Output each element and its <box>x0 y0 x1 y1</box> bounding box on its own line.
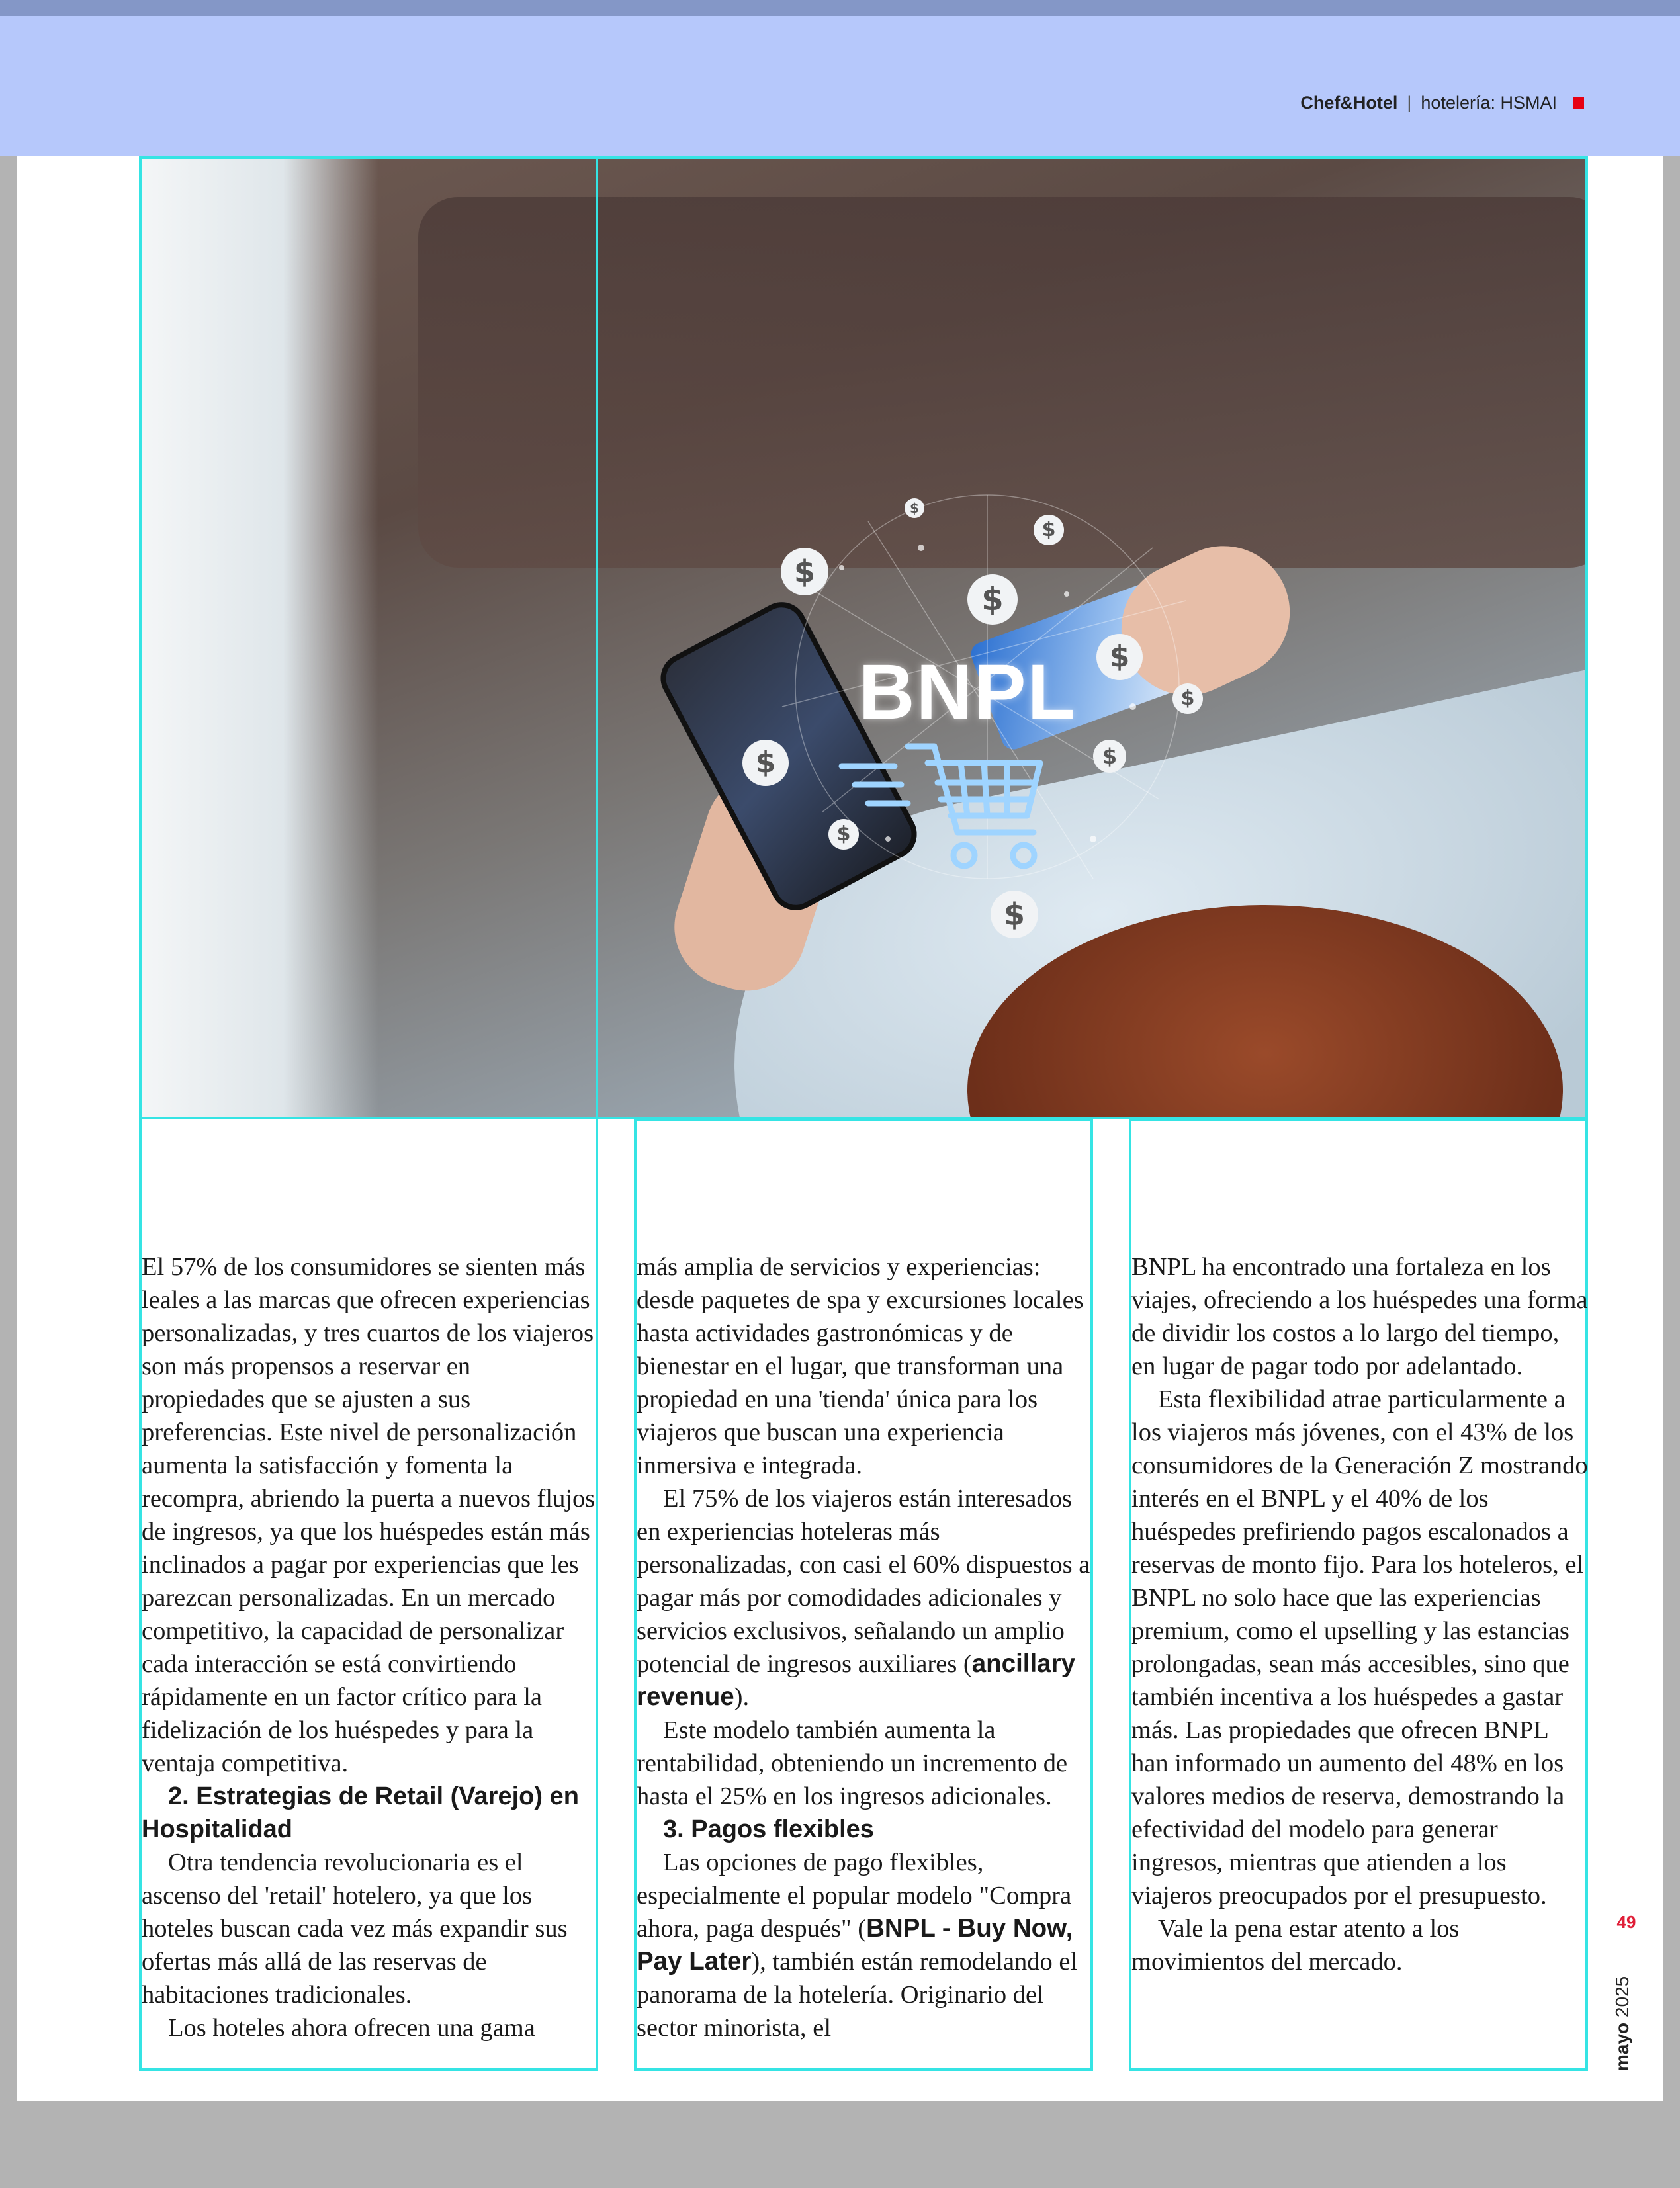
paragraph-text: Las opciones de pago flexibles, especialmente el popular modelo "Compra ahora, paga después" ( <box>637 1849 1072 1943</box>
dollar-coin-icon: $ <box>991 891 1038 938</box>
paragraph <box>637 1846 1093 2044</box>
paragraph-text: ), también están remodelando el panorama de la hotelería. Originario del sector minorista, el <box>637 1948 1078 2042</box>
paragraph: más amplia de servicios y experiencias: desde paquetes de spa y excursiones locales hasta actividades gastronómicas y de bienestar en el lugar, que transforman una propiedad en una 'tienda' única para los viajeros que buscan una experiencia inmersiva e integrada. <box>637 1253 1084 1479</box>
section-heading: 3. Pagos flexibles <box>663 1816 874 1843</box>
issue-year: 2025 <box>1612 1976 1632 2018</box>
magazine-brand: Chef&Hotel <box>1300 93 1398 112</box>
issue-month: mayo <box>1612 2022 1632 2071</box>
text-column-3 <box>1131 1250 1588 1978</box>
paragraph: Vale la pena estar atento a los movimientos del mercado. <box>1131 1915 1460 1976</box>
paragraph: Los hoteles ahora ofrecen una gama <box>168 2014 535 2042</box>
dollar-coin-icon: $ <box>742 740 789 786</box>
section-heading: 2. Estrategias de Retail (Varejo) en Hospitalidad <box>142 1782 579 1843</box>
dollar-coin-icon: $ <box>1096 634 1143 680</box>
text-column-2 <box>637 1250 1093 2044</box>
dollar-coin-icon: $ <box>1093 740 1126 773</box>
dollar-coin-icon: $ <box>1172 683 1203 714</box>
red-square-icon <box>1573 97 1584 109</box>
issue-date <box>1612 1976 1633 2071</box>
bold-term: ancillary revenue <box>637 1649 1075 1711</box>
page-number: 49 <box>1616 1912 1636 1932</box>
paragraph: Este modelo también aumenta la rentabilidad, obteniendo un incremento de hasta el 25% en los ingresos adicionales. <box>637 1716 1068 1810</box>
bnpl-overlay-label: BNPL <box>858 648 1077 736</box>
dollar-coin-icon: $ <box>781 548 828 595</box>
paragraph: Otra tendencia revolucionaria es el ascenso del 'retail' hotelero, ya que los hoteles buscan cada vez más expandir sus ofertas más allá de las reservas de habitaciones tradicionales. <box>142 1849 568 2009</box>
header-band <box>0 0 1680 156</box>
paragraph: El 57% de los consumidores se sienten más leales a las marcas que ofrecen experiencias personalizadas, y tres cuartos de los viajeros son más propensos a reservar en propiedades que se ajusten a sus preferencias. Este nivel de personalización aumenta la satisfacción y fomenta la recompra, abriendo la puerta a nuevos flujos de ingresos, ya que los huéspedes están más inclinados a pagar por experiencias que les parezcan personalizadas. En un mercado competitivo, la capacidad de personalizar cada interacción se está convirtiendo rápidamente en un factor crítico para la fidelización de los huéspedes y para la ventaja competitiva. <box>142 1253 596 1777</box>
dollar-coin-icon: $ <box>905 498 924 518</box>
column-guide-image <box>139 156 1588 1119</box>
dollar-coin-icon: $ <box>828 819 859 850</box>
header-separator: | <box>1407 93 1412 112</box>
paragraph <box>637 1482 1093 1714</box>
paragraph: Esta flexibilidad atrae particularmente a los viajeros más jóvenes, con el 43% de los consumidores de la Generación Z mostrando interés en el BNPL y el 40% de los huéspedes prefiriendo pagos escalonados a reservas de monto fijo. Para los hoteleros, el BNPL no solo hace que las experiencias premium, como el upselling y las estancias prolongadas, sean más accesibles, sino que también incentiva a los huéspedes a gastar más. Las propiedades que ofrecen BNPL han informado un aumento del 48% en los valores medios de reserva, demostrando la efectividad del modelo para generar ingresos, mientras que atienden a los viajeros preocupados por el presupuesto. <box>1131 1385 1588 1909</box>
paragraph: BNPL ha encontrado una fortaleza en los viajes, ofreciendo a los huéspedes una forma de dividir los costos a lo largo del tiempo, en lugar de pagar todo por adelantado. <box>1131 1253 1588 1380</box>
paragraph-text: ). <box>734 1683 750 1711</box>
bold-term: BNPL - Buy Now, Pay Later <box>637 1914 1073 1976</box>
text-column-1 <box>142 1250 598 2044</box>
paragraph-text: El 75% de los viajeros están interesados en experiencias hoteleras más personalizadas, con casi el 60% dispuestos a pagar más por comodidades adicionales y servicios exclusivos, señalando un amplio potencial de ingresos auxiliares ( <box>637 1485 1090 1678</box>
running-header <box>1300 93 1584 113</box>
section-name: hotelería: HSMAI <box>1421 93 1557 112</box>
dollar-coin-icon: $ <box>967 574 1018 625</box>
dollar-coin-icon: $ <box>1034 515 1064 545</box>
